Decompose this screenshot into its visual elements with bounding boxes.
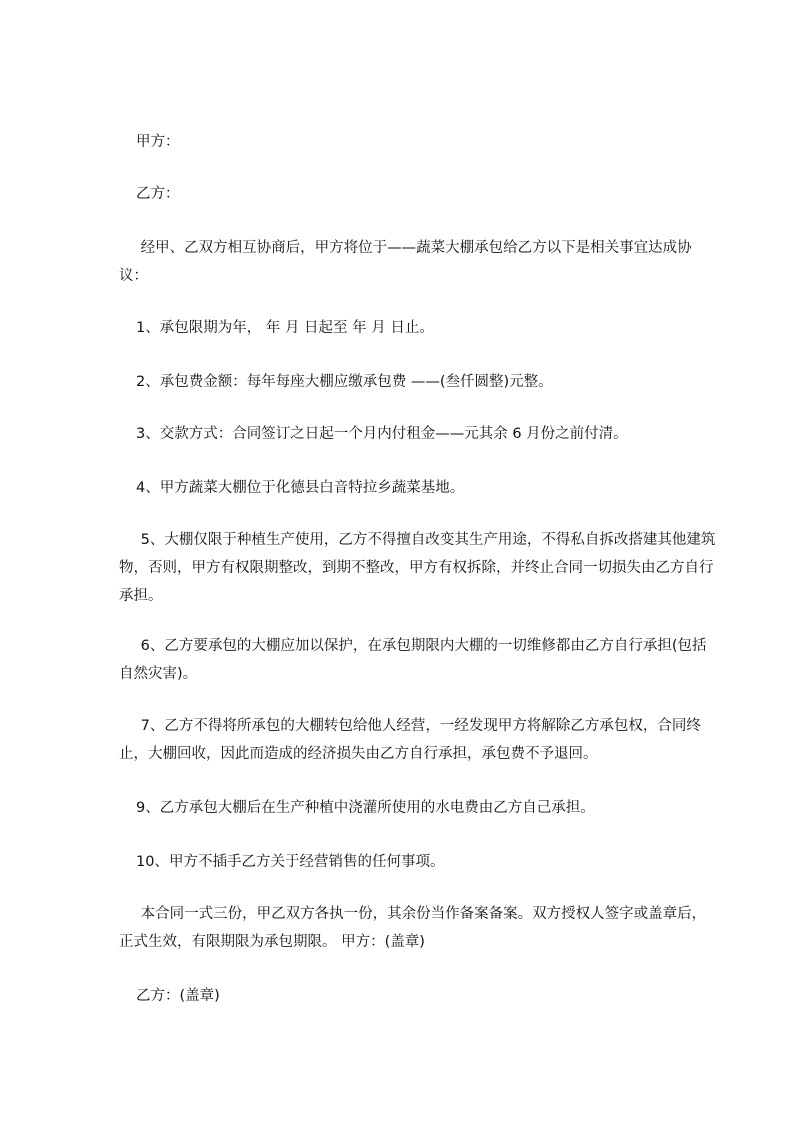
clause-7: 7、乙方不得将所承包的大棚转包给他人经营，一经发现甲方将解除乙方承包权，合同终止，大棚回收，因此而造成的经济损失由乙方自行承担，承包费不予退回。: [119, 718, 701, 762]
clause-10: 10、甲方不插手乙方关于经营销售的任何事项。: [136, 854, 445, 870]
party-a-label: 甲方：: [136, 134, 180, 150]
closing-paragraph: 本合同一式三份，甲乙双方各执一份，其余份当作备案备案。双方授权人签字或盖章后，正式生效，有限期限为承包期限。 甲方：(盖章): [119, 906, 707, 950]
clause-1: 1、承包限期为年， 年 月 日起至 年 月 日止。: [136, 320, 434, 336]
clause-2: 2、承包费金额：每年每座大棚应缴承包费 ——(叁仟圆整)元整。: [136, 374, 553, 390]
party-b-seal: 乙方：(盖章): [136, 988, 220, 1004]
clause-4: 4、甲方蔬菜大棚位于化德县白音特拉乡蔬菜基地。: [136, 480, 465, 496]
clause-9: 9、乙方承包大棚后在生产种植中浇灌所使用的水电费由乙方自己承担。: [136, 800, 595, 816]
party-b-label: 乙方：: [136, 186, 180, 202]
clause-3: 3、交款方式：合同签订之日起一个月内付租金——元其余 6 月份之前付清。: [136, 426, 628, 442]
clause-5: 5、大棚仅限于种植生产使用，乙方不得擅自改变其生产用途，不得私自拆改搭建其他建筑物，否则，甲方有权限期整改，到期不整改，甲方有权拆除，并终止合同一切损失由乙方自行承担。: [119, 532, 716, 604]
clause-6: 6、乙方要承包的大棚应加以保护，在承包期限内大棚的一切维修都由乙方自行承担(包括自然灾害)。: [119, 638, 707, 682]
intro-paragraph: 经甲、乙双方相互协商后，甲方将位于——蔬菜大棚承包给乙方以下是相关事宜达成协议：: [119, 240, 692, 284]
